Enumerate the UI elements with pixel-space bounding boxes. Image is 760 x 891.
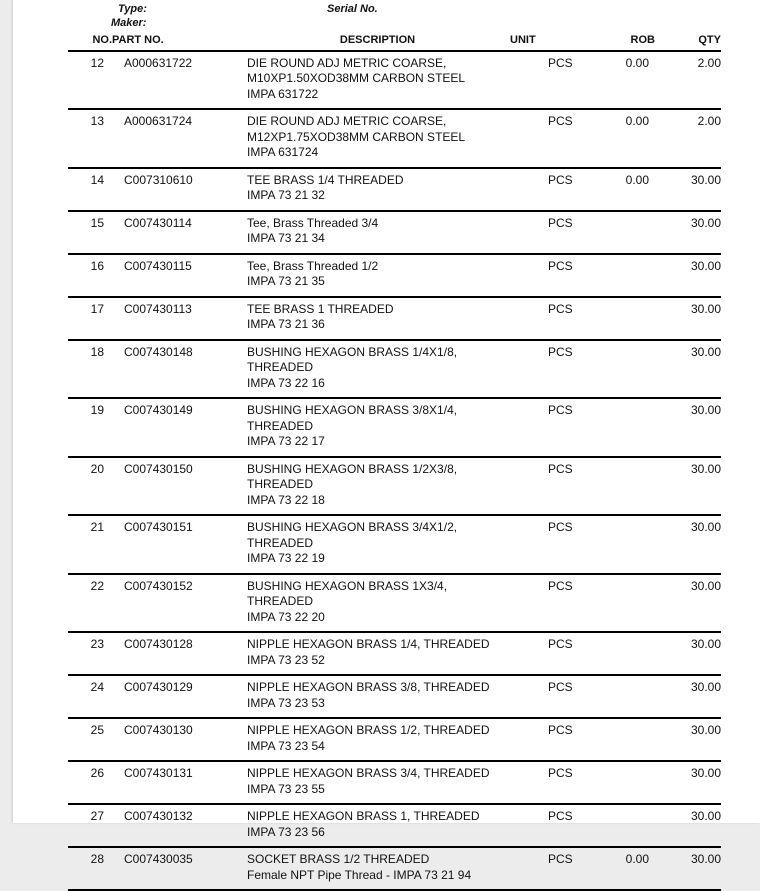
description-line: NIPPLE HEXAGON BRASS 1/2, THREADED [247, 723, 490, 737]
qty-cell: 30.00 [655, 718, 721, 761]
description-line: NIPPLE HEXAGON BRASS 3/4, THREADED [247, 766, 490, 780]
rob-cell [589, 632, 655, 675]
description-line: THREADED [247, 418, 314, 433]
unit-cell: PCS [510, 718, 589, 761]
description-cell [245, 761, 510, 804]
table-row [68, 515, 721, 574]
description-cell [245, 718, 510, 761]
description-line: Female NPT Pipe Thread - IMPA 73 21 94 [247, 867, 472, 882]
description-cell [245, 297, 510, 340]
table-row [68, 109, 721, 168]
unit-cell: PCS [510, 211, 589, 254]
table-row [68, 457, 721, 516]
rob-cell [589, 675, 655, 718]
description-line: THREADED [247, 535, 314, 550]
table-row [68, 398, 721, 457]
table-row [68, 254, 721, 297]
part-number: C007430148 [112, 340, 245, 399]
qty-cell: 30.00 [655, 457, 721, 516]
unit-cell: PCS [510, 340, 589, 399]
description-line: IMPA 73 23 54 [247, 738, 325, 753]
qty-cell: 2.00 [655, 51, 721, 110]
row-number: 22 [68, 574, 112, 633]
qty-cell: 30.00 [655, 804, 721, 847]
col-header-rob: ROB [589, 33, 655, 51]
unit-cell: PCS [510, 761, 589, 804]
col-header-description: DESCRIPTION [245, 33, 510, 51]
rob-cell [589, 211, 655, 254]
row-number: 23 [68, 632, 112, 675]
rob-cell [589, 457, 655, 516]
rob-cell [589, 804, 655, 847]
table-row [68, 211, 721, 254]
description-cell [245, 398, 510, 457]
description-line: IMPA 631722 [247, 86, 319, 101]
rob-cell: 0.00 [589, 109, 655, 168]
row-number: 14 [68, 168, 112, 211]
part-number: C007430035 [112, 847, 245, 890]
qty-cell: 30.00 [655, 254, 721, 297]
description-line: IMPA 73 23 56 [247, 824, 325, 839]
part-number: C007430131 [112, 761, 245, 804]
description-line: BUSHING HEXAGON BRASS 1/4X1/8, [247, 344, 458, 359]
row-number: 17 [68, 297, 112, 340]
description-line: NIPPLE HEXAGON BRASS 1/4, THREADED [247, 637, 490, 651]
description-line: NIPPLE HEXAGON BRASS 1, THREADED [247, 809, 480, 823]
col-header-part-no: PART NO. [112, 33, 245, 51]
row-number: 20 [68, 457, 112, 516]
rob-cell [589, 340, 655, 399]
unit-cell: PCS [510, 675, 589, 718]
description-line: IMPA 73 22 18 [247, 492, 325, 507]
unit-cell: PCS [510, 51, 589, 110]
qty-cell: 30.00 [655, 340, 721, 399]
description-line: THREADED [247, 594, 314, 608]
description-cell [245, 847, 510, 890]
items-table [68, 33, 721, 891]
part-number: C007430150 [112, 457, 245, 516]
description-cell [245, 254, 510, 297]
unit-cell: PCS [510, 574, 589, 633]
unit-cell: PCS [510, 254, 589, 297]
description-line: BUSHING HEXAGON BRASS 1X3/4, [247, 578, 448, 593]
part-number: A000631722 [112, 51, 245, 110]
description-line: M12XP1.75XOD38MM CARBON STEEL [247, 129, 466, 144]
rob-cell [589, 398, 655, 457]
table-row [68, 340, 721, 399]
part-number: C007430128 [112, 632, 245, 675]
description-line: DIE ROUND ADJ METRIC COARSE, [247, 55, 447, 70]
qty-cell: 30.00 [655, 675, 721, 718]
unit-cell: PCS [510, 515, 589, 574]
description-cell [245, 51, 510, 110]
qty-cell: 30.00 [655, 847, 721, 890]
row-number: 25 [68, 718, 112, 761]
description-line: IMPA 73 23 53 [247, 695, 325, 710]
description-cell [245, 457, 510, 516]
rob-cell: 0.00 [589, 847, 655, 890]
description-line: IMPA 631724 [247, 145, 319, 159]
row-number: 28 [68, 847, 112, 890]
description-line: THREADED [247, 477, 314, 491]
description-line: IMPA 73 23 52 [247, 652, 325, 667]
unit-cell: PCS [510, 847, 589, 890]
unit-cell: PCS [510, 297, 589, 340]
col-header-qty: QTY [655, 33, 721, 51]
description-line: BUSHING HEXAGON BRASS 3/8X1/4, [247, 403, 458, 417]
row-number: 27 [68, 804, 112, 847]
table-row [68, 718, 721, 761]
unit-cell: PCS [510, 457, 589, 516]
description-cell [245, 168, 510, 211]
part-number: C007430130 [112, 718, 245, 761]
part-number: C007430149 [112, 398, 245, 457]
description-line: IMPA 73 21 36 [247, 317, 325, 331]
rob-cell [589, 718, 655, 761]
part-number: C007430115 [112, 254, 245, 297]
qty-cell: 30.00 [655, 398, 721, 457]
rob-cell: 0.00 [589, 168, 655, 211]
rob-cell: 0.00 [589, 51, 655, 110]
description-line: IMPA 73 21 34 [247, 231, 325, 245]
row-number: 12 [68, 51, 112, 110]
description-line: NIPPLE HEXAGON BRASS 3/8, THREADED [247, 680, 490, 694]
description-line: IMPA 73 22 16 [247, 375, 325, 390]
rob-cell [589, 515, 655, 574]
maker-label: Maker: [111, 17, 147, 29]
description-cell [245, 632, 510, 675]
rob-cell [589, 254, 655, 297]
rob-cell [589, 297, 655, 340]
qty-cell: 2.00 [655, 109, 721, 168]
table-row [68, 168, 721, 211]
unit-cell: PCS [510, 109, 589, 168]
serial-number-label: Serial No. [327, 3, 378, 15]
unit-cell: PCS [510, 804, 589, 847]
description-line: SOCKET BRASS 1/2 THREADED [247, 852, 430, 866]
description-line: Tee, Brass Threaded 3/4 [247, 215, 379, 230]
row-number: 16 [68, 254, 112, 297]
table-row [68, 51, 721, 110]
part-number: C007430113 [112, 297, 245, 340]
document-page [13, 0, 760, 882]
description-line: IMPA 73 22 20 [247, 609, 325, 624]
table-row [68, 804, 721, 847]
row-number: 19 [68, 398, 112, 457]
description-cell [245, 211, 510, 254]
unit-cell: PCS [510, 398, 589, 457]
row-number: 15 [68, 211, 112, 254]
part-number: C007430151 [112, 515, 245, 574]
description-line: IMPA 73 22 17 [247, 434, 325, 448]
description-line: THREADED [247, 360, 314, 374]
qty-cell: 30.00 [655, 515, 721, 574]
unit-cell: PCS [510, 632, 589, 675]
description-cell [245, 675, 510, 718]
table-row [68, 847, 721, 890]
table-row [68, 675, 721, 718]
type-label: Type: [118, 3, 147, 15]
description-cell [245, 340, 510, 399]
description-line: DIE ROUND ADJ METRIC COARSE, [247, 114, 447, 128]
description-line: M10XP1.50XOD38MM CARBON STEEL [247, 71, 466, 85]
part-number: A000631724 [112, 109, 245, 168]
description-line: IMPA 73 21 32 [247, 188, 325, 202]
row-number: 24 [68, 675, 112, 718]
part-number: C007430132 [112, 804, 245, 847]
rob-cell [589, 574, 655, 633]
table-row [68, 761, 721, 804]
unit-cell: PCS [510, 168, 589, 211]
description-cell [245, 109, 510, 168]
col-header-no: NO. [68, 33, 112, 51]
row-number: 26 [68, 761, 112, 804]
description-cell [245, 574, 510, 633]
description-line: BUSHING HEXAGON BRASS 3/4X1/2, [247, 520, 458, 534]
qty-cell: 30.00 [655, 297, 721, 340]
part-number: C007430129 [112, 675, 245, 718]
row-number: 13 [68, 109, 112, 168]
qty-cell: 30.00 [655, 761, 721, 804]
description-cell [245, 804, 510, 847]
table-row [68, 574, 721, 633]
description-line: TEE BRASS 1 THREADED [247, 301, 394, 316]
qty-cell: 30.00 [655, 574, 721, 633]
description-line: Tee, Brass Threaded 1/2 [247, 258, 379, 273]
qty-cell: 30.00 [655, 632, 721, 675]
qty-cell: 30.00 [655, 168, 721, 211]
qty-cell: 30.00 [655, 211, 721, 254]
part-number: C007310610 [112, 168, 245, 211]
part-number: C007430152 [112, 574, 245, 633]
rob-cell [589, 761, 655, 804]
description-line: TEE BRASS 1/4 THREADED [247, 172, 404, 187]
description-line: IMPA 73 21 35 [247, 274, 325, 288]
description-cell [245, 515, 510, 574]
table-row [68, 297, 721, 340]
part-number: C007430114 [112, 211, 245, 254]
description-line: BUSHING HEXAGON BRASS 1/2X3/8, [247, 461, 458, 476]
table-row [68, 632, 721, 675]
row-number: 21 [68, 515, 112, 574]
row-number: 18 [68, 340, 112, 399]
col-header-unit: UNIT [510, 33, 589, 51]
table-header-row [68, 33, 721, 51]
description-line: IMPA 73 22 19 [247, 551, 325, 565]
description-line: IMPA 73 23 55 [247, 781, 325, 796]
